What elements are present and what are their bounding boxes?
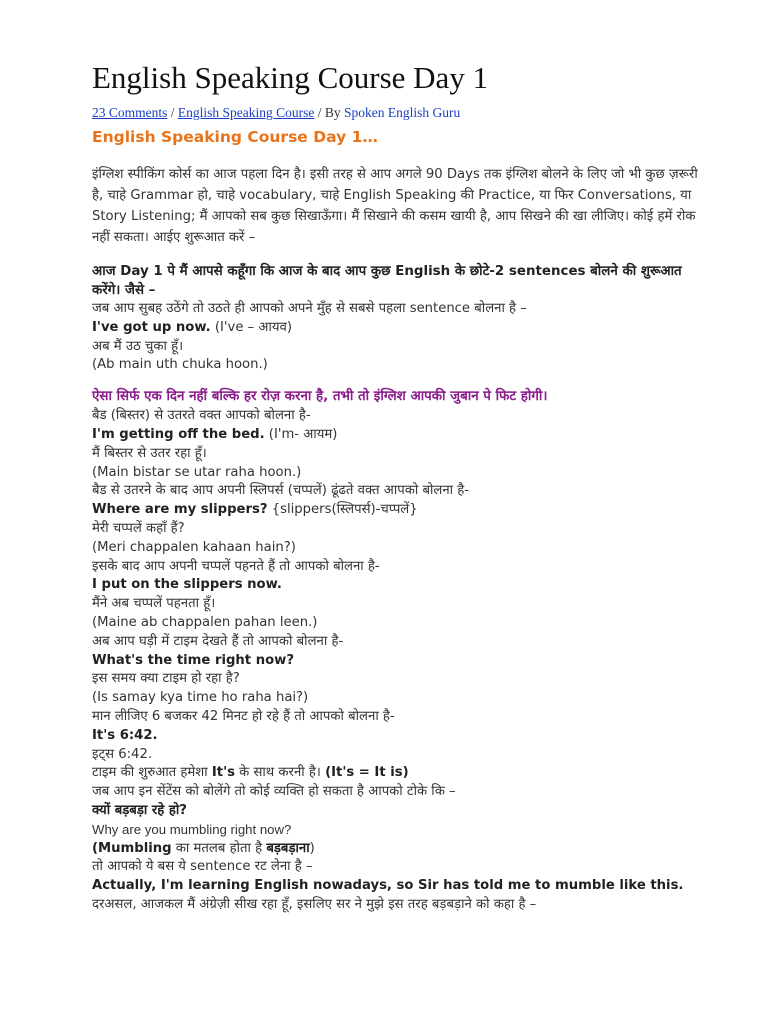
text-line: (Meri chappalen kahaan hain?) [92,539,296,555]
english-sentence: It's 6:42. [92,727,158,743]
text-line: अब आप घड़ी में टाइम देखते हैं तो आपको बोलना है- [92,633,344,649]
category-link[interactable]: English Speaking Course [177,105,315,120]
text-line: इट्स 6:42. [92,746,153,762]
intro-paragraph: इंग्लिश स्पीकिंग कोर्स का आज पहला दिन है। इसी तरह से आप अगले 90 Days तक इंग्लिश बोलने के लिए जो भी कुछ ज़रूरी है, चाहे Grammar हो, चाहे vocabulary, चाहे English Speaking की Practice, या फिर Conversations, या Story Listening; मैं आपको सब कुछ सिखाऊँगा। मैं सिखाने की कसम खायी है, आप सिखने की खा लीजिए। कोई हमें रोक नहीं सकता। आईए शुरूआत करें – [92,167,698,245]
author-link[interactable]: Spoken English Guru [344,105,461,120]
text-line: जब आप सुबह उठेंगे तो उठते ही आपको अपने मुँह से सबसे पहला sentence बोलना है – [92,301,527,316]
text-line: (Is samay kya time ho raha hai?) [92,690,309,706]
text-line: इसके बाद आप अपनी चप्पलें पहनते हैं तो आपको बोलना है- [92,558,380,574]
hindi-question: क्यों बड़बड़ा रहे हो? [92,802,187,818]
page-title: English Speaking Course Day 1 [92,60,489,95]
section-daily [92,387,708,915]
text-line: बैड (बिस्तर) से उतरते वक्त आपको बोलना है- [92,408,311,424]
text-line: जब आप इन सेंटेंस को बोलेंगे तो कोई व्यक्ति हो सकता है आपको टोके कि – [92,784,456,800]
text-line [92,840,708,859]
text-fragment: का मतलब होता है [171,840,267,856]
text-line: (Ab main uth chuka hoon.) [92,357,268,373]
section-heading: आज Day 1 पे मैं आपसे कहूँगा कि आज के बाद आप कुछ English के छोटे-2 sentences बोलने की शुरूआत करेंगे। जैसे – [92,264,682,298]
pronunciation: (I've – आयव) [210,319,293,335]
text-line: इस समय क्या टाइम हो रहा है? [92,671,240,687]
english-sentence: I'm getting off the bed. [92,426,265,442]
text-line: मान लीजिए 6 बजकर 42 मिनट हो रहे हैं तो आपको बोलना है- [92,708,395,724]
text-line [92,319,708,338]
text-fragment-bold: बड़बड़ाना [266,840,310,856]
text-fragment: ) [309,840,315,856]
english-sentence: Where are my slippers? [92,502,268,518]
text-line: Why are you mumbling right now? [92,821,292,837]
text-line: (Maine ab chappalen pahan leen.) [92,614,318,630]
section-day1 [92,262,708,375]
english-sentence: Actually, I'm learning English nowadays, so Sir has told me to mumble like this. [92,878,684,894]
meta-by: / By [314,105,345,120]
text-fragment: टाइम की शुरुआत हमेशा [92,765,212,781]
text-line: मेरी चप्पलें कहाँ हैं? [92,520,185,536]
article-subtitle: English Speaking Course Day 1… [92,128,378,146]
pronunciation: (I'm- आयम) [264,426,338,442]
highlight-heading: ऐसा सिर्फ एक दिन नहीं बल्कि हर रोज़ करना है, तभी तो इंग्लिश आपकी जुबान पे फिट होगी। [92,389,548,405]
text-line: (Main bistar se utar raha hoon.) [92,464,302,480]
english-sentence: I've got up now. [92,319,211,335]
english-sentence: What's the time right now? [92,652,294,668]
text-fragment: के साथ करनी है। [234,765,326,781]
text-line [92,764,708,783]
meta-separator: / [167,105,178,120]
comments-link[interactable]: 23 Comments [92,105,168,120]
text-line: मैं बिस्तर से उतर रहा हूँ। [92,445,207,461]
text-line: तो आपको ये बस ये sentence रट लेना है – [92,859,313,875]
text-fragment-bold: (Mumbling [92,840,172,856]
pronunciation: {slippers(स्लिपर्स)-चप्पलें} [267,502,418,518]
text-line: अब मैं उठ चुका हूँ। [92,338,184,354]
text-line: बैड से उतरने के बाद आप अपनी स्लिपर्स (चप्पलें) ढूंढते वक्त आपको बोलना है- [92,483,470,499]
text-line: मैंने अब चप्पलें पहनता हूँ। [92,596,216,612]
text-line: दरअसल, आजकल मैं अंग्रेज़ी सीख रहा हूँ, इसलिए सर ने मुझे इस तरह बड़बड़ाने को कहा है – [92,896,537,912]
text-line [92,501,708,520]
text-fragment-bold: It's [211,765,235,781]
text-line [92,426,708,445]
post-meta [92,104,708,122]
english-sentence: I put on the slippers now. [92,577,282,593]
text-fragment-bold: (It's = It is) [325,765,409,781]
